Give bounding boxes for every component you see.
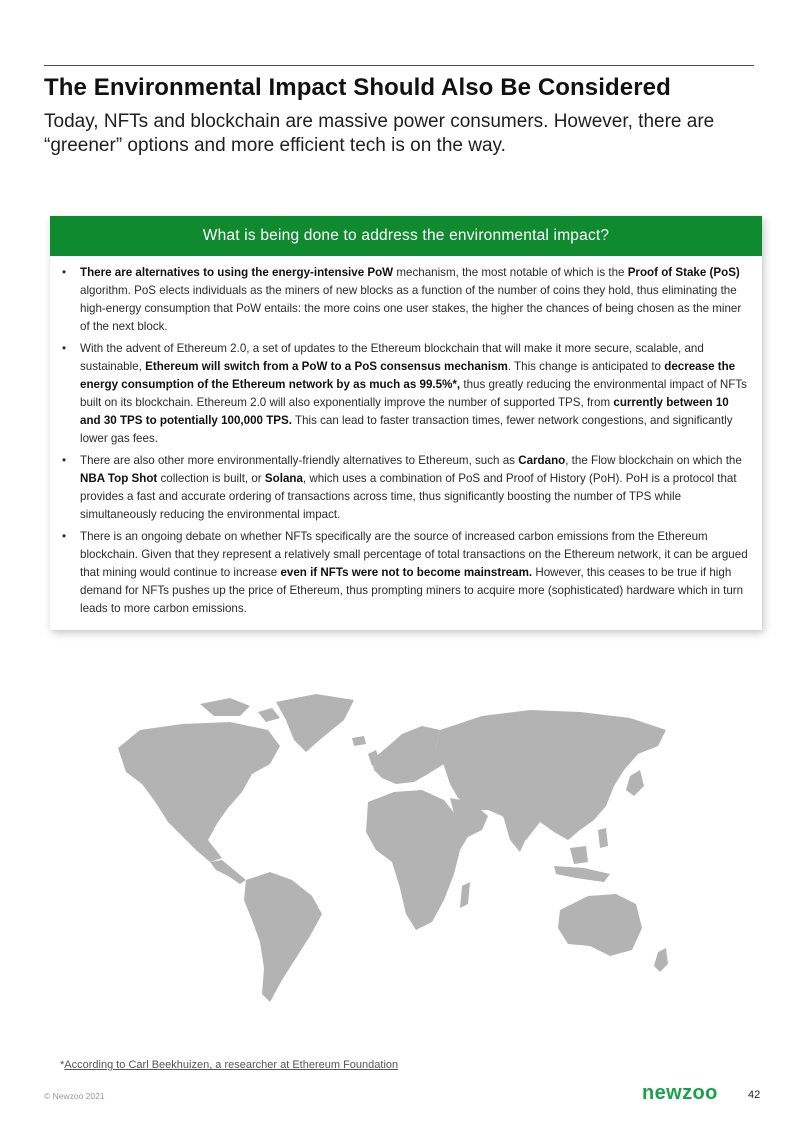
madagascar-shape: [460, 882, 470, 908]
australia-shape: [558, 894, 642, 956]
world-map: [110, 690, 690, 1010]
new-zealand-shape: [654, 948, 668, 972]
bullet-item-ethereum-2: [62, 340, 748, 448]
card-heading: What is being done to address the environmental impact?: [50, 216, 762, 256]
philippines-shape: [598, 828, 608, 848]
footnote-source-link[interactable]: According to Carl Beekhuizen, a researcher at Ethereum Foundation: [64, 1059, 399, 1071]
borneo-shape: [570, 846, 588, 864]
bullet-icon: •: [62, 530, 67, 543]
central-america-shape: [210, 860, 246, 884]
europe-shape: [372, 726, 444, 784]
bullet-emphasis: Cardano: [518, 454, 566, 467]
newzoo-logo: newzoo: [642, 1082, 718, 1104]
top-divider: [44, 65, 754, 66]
bullet-text: thus greatly reducing the environmental impact of NFTs built on its blockchain. Ethereum 2.0 will also exponentially improve the number of supported TPS, from: [80, 378, 747, 409]
bullet-text: collection is built, or: [157, 472, 265, 485]
indonesia-shape: [554, 866, 610, 882]
bullet-emphasis: even if NFTs were not to become mainstream.: [280, 566, 533, 579]
bullet-text: , the Flow blockchain on which the: [565, 454, 742, 467]
south-america-shape: [244, 872, 322, 1002]
bullet-item-debate: [62, 528, 748, 618]
north-america-shape: [118, 722, 280, 862]
greenland-shape: [276, 694, 354, 752]
arctic-islands-shape: [200, 698, 250, 716]
bullet-item-pos-alternative: [62, 264, 748, 336]
bullet-list: [50, 256, 762, 618]
footnote-marker: *: [60, 1059, 65, 1071]
bullet-emphasis: NBA Top Shot: [80, 472, 158, 485]
page-subtitle: Today, NFTs and blockchain are massive power consumers. However, there are “greener” options and more efficient tech is on the way.: [44, 111, 715, 156]
bullet-text: . This change is anticipated to: [507, 360, 665, 373]
bullet-emphasis: Proof of Stake (PoS): [627, 266, 740, 279]
bullet-icon: •: [62, 342, 67, 355]
bullet-item-alternatives: [62, 452, 748, 524]
bullet-text: , which uses a combination of PoS and Proof of History (PoH). PoH is a protocol that provides a fast and accurate ordering of transactions across time, thus significantly boosting the number of TPS while simultaneously reducing the environmental impact.: [80, 472, 737, 521]
bullet-text: However, this ceases to be true if high demand for NFTs pushes up the price of Ethereum, thus prompting miners to acquire more (sophisticated) hardware which in turn leads to more carbon emissions.: [80, 566, 744, 615]
bullet-icon: •: [62, 266, 67, 279]
bullet-emphasis: There are alternatives to using the energy-intensive PoW: [80, 266, 394, 279]
page-number: 42: [748, 1089, 761, 1101]
bullet-text: With the advent of Ethereum 2.0, a set of updates to the Ethereum blockchain that will make it more secure, scalable, and sustainable,: [80, 342, 704, 373]
bullet-emphasis: Solana: [264, 472, 303, 485]
page-title: The Environmental Impact Should Also Be Considered: [44, 74, 671, 101]
info-card: [50, 216, 762, 630]
japan-shape: [626, 770, 644, 796]
bullet-emphasis: currently between 10 and 30 TPS to potentially 100,000 TPS.: [80, 396, 729, 427]
bullet-icon: •: [62, 454, 67, 467]
bullet-text: algorithm. PoS elects individuals as the miners of new blocks as a function of the number of coins they hold, thus eliminating the high-energy consumption that PoW entails: the more coins one user stakes, the higher the chances of being chosen as the miner of the next block.: [80, 284, 742, 333]
arctic-island-small-shape: [258, 708, 280, 722]
bullet-emphasis: decrease the energy consumption of the Ethereum network by as much as 99.5%*,: [80, 360, 736, 391]
bullet-text: There are also other more environmentally-friendly alternatives to Ethereum, such as: [80, 454, 519, 467]
iceland-shape: [352, 736, 366, 746]
bullet-text: mechanism, the most notable of which is the: [393, 266, 628, 279]
bullet-text: There is an ongoing debate on whether NFTs specifically are the source of increased carbon emissions from the Ethereum blockchain. Given that they represent a relatively small percentage of total transactions on the Ethereum network, it can be argued that mining would continue to increase: [80, 530, 748, 579]
footnote: [60, 1059, 398, 1071]
bullet-text: This can lead to faster transaction times, fewer network congestions, and significantly lower gas fees.: [80, 414, 733, 445]
copyright: © Newzoo 2021: [44, 1091, 105, 1101]
bullet-emphasis: Ethereum will switch from a PoW to a PoS consensus mechanism: [145, 360, 508, 373]
